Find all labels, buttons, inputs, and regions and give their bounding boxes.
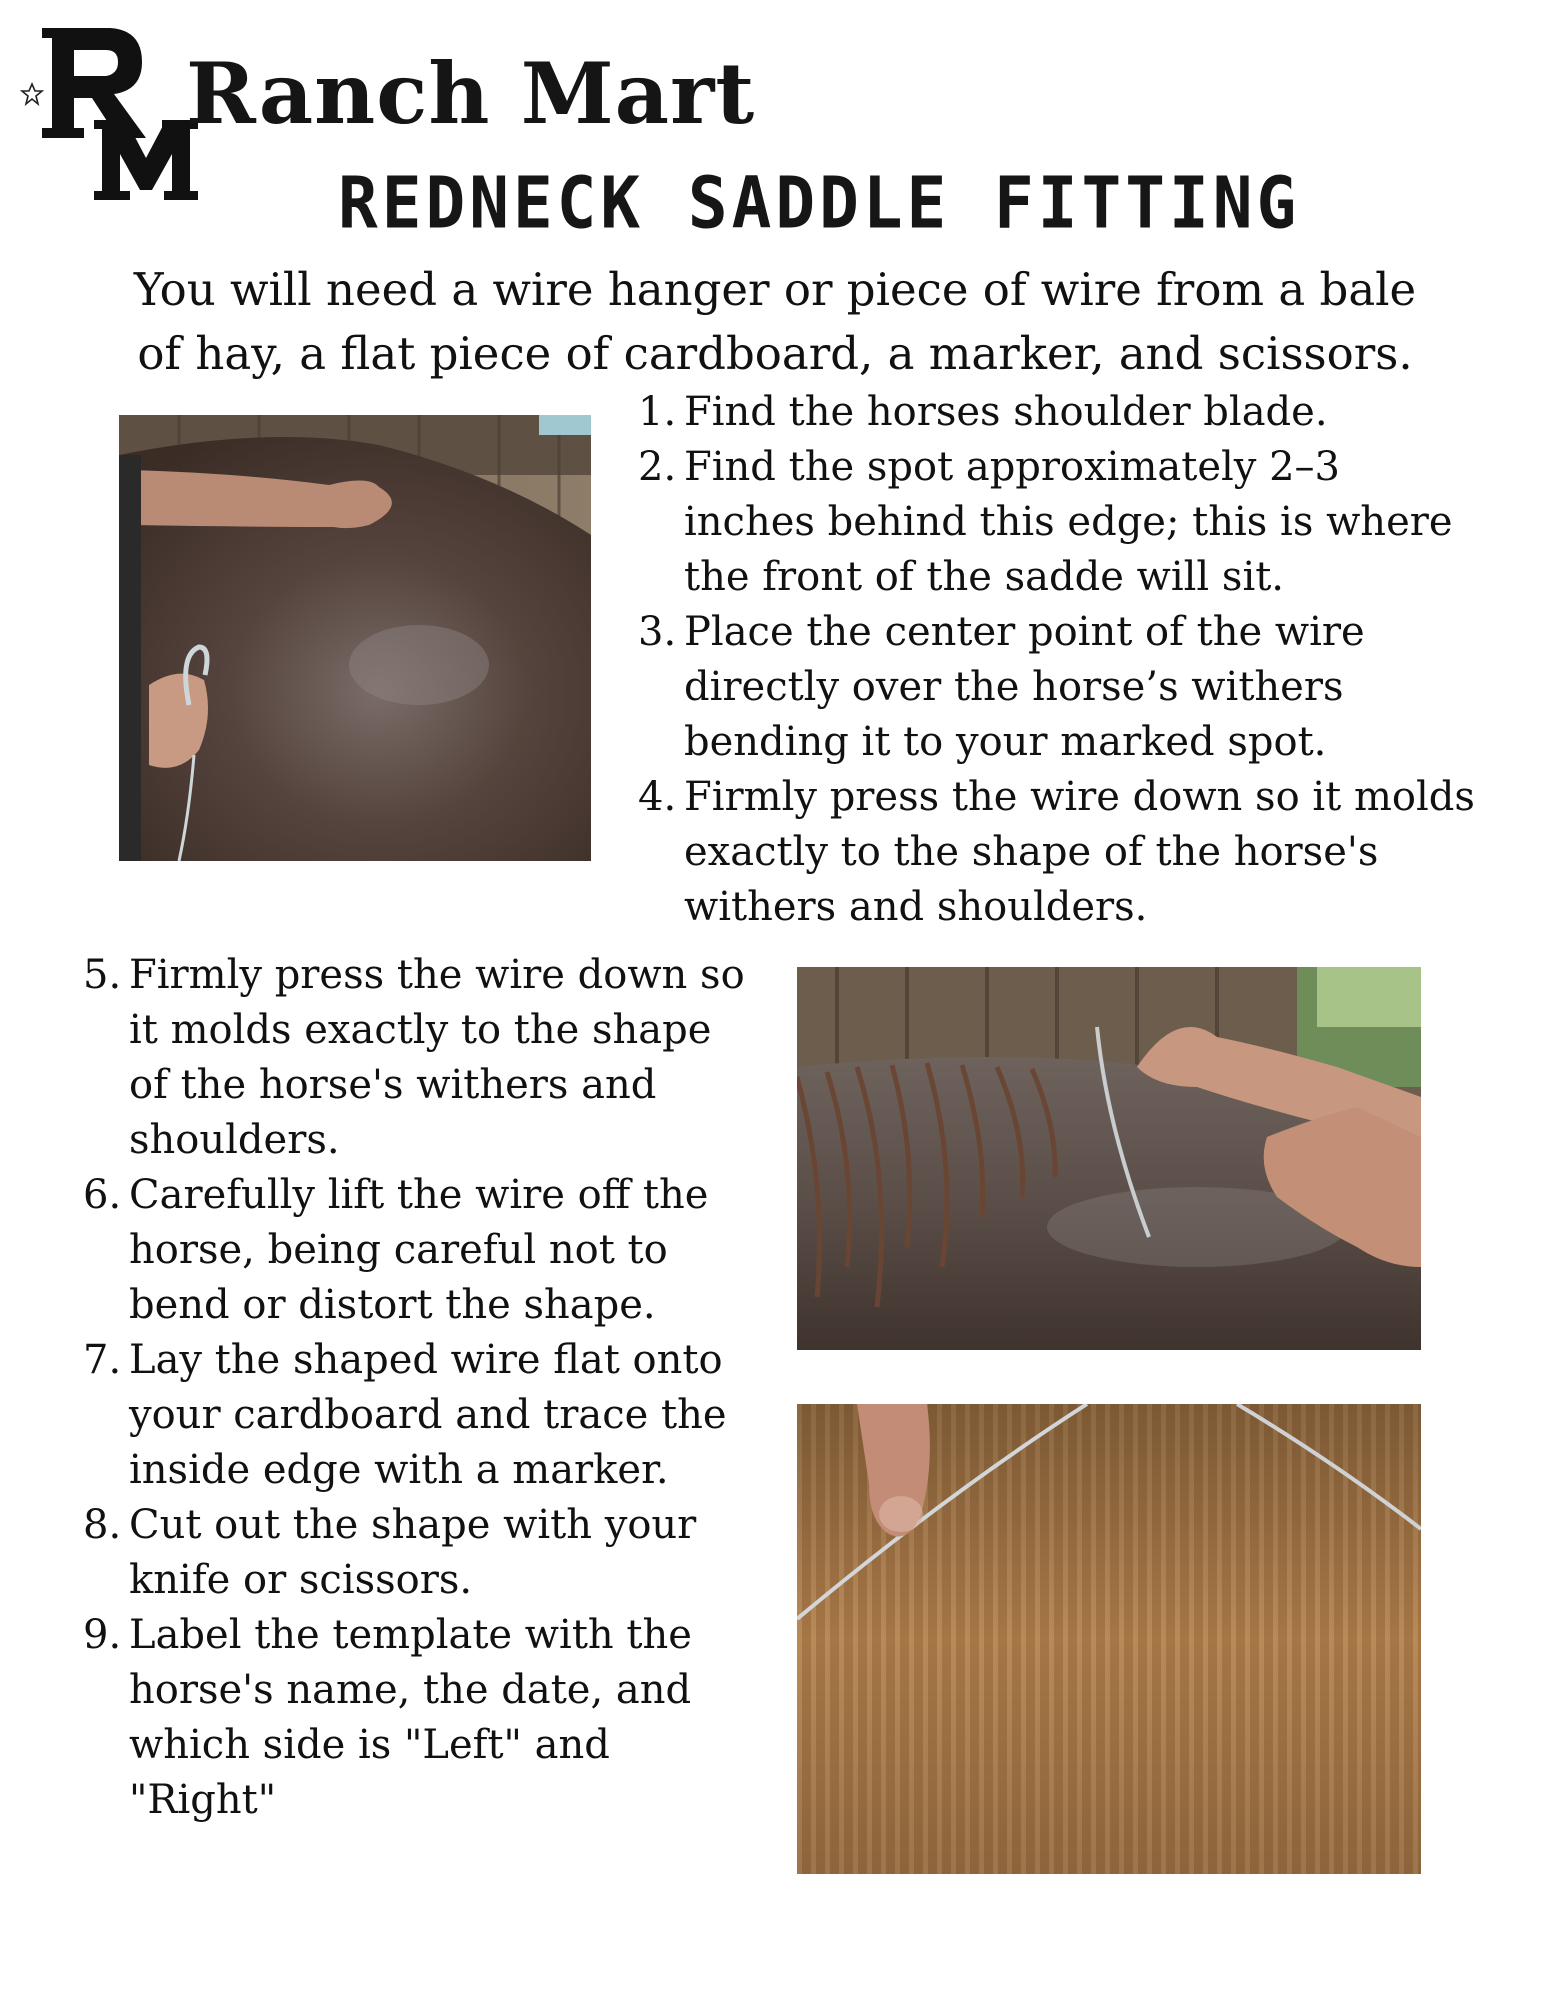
- step-text-line: shoulders.: [129, 1117, 340, 1163]
- list-item: [83, 1168, 783, 1333]
- intro-line: You will need a wire hanger or piece of wire from a bale: [133, 263, 1417, 316]
- step-number: 3.: [638, 609, 677, 655]
- photo-molding-wire-on-withers: [797, 967, 1421, 1350]
- list-item: [83, 1498, 783, 1608]
- intro-line: of hay, a flat piece of cardboard, a marker, and scissors.: [137, 327, 1413, 380]
- step-number: 5.: [83, 952, 122, 998]
- step-number: 4.: [638, 774, 677, 820]
- step-text-line: Carefully lift the wire off the: [129, 1172, 709, 1218]
- step-number: 6.: [83, 1172, 122, 1218]
- step-text-line: Cut out the shape with your: [129, 1502, 697, 1548]
- step-text-line: bending it to your marked spot.: [684, 719, 1327, 765]
- list-item: [638, 440, 1518, 605]
- photo-wire-on-cardboard: [797, 1404, 1421, 1874]
- step-text-line: Place the center point of the wire: [684, 609, 1365, 655]
- step-text-line: of the horse's withers and: [129, 1062, 657, 1108]
- list-item: [638, 770, 1518, 935]
- step-text-line: horse's name, the date, and: [129, 1667, 692, 1713]
- step-text-line: it molds exactly to the shape: [129, 1007, 712, 1053]
- star-icon: [22, 84, 42, 104]
- list-item: [83, 948, 783, 1168]
- step-text-line: Find the horses shoulder blade.: [684, 389, 1328, 435]
- step-text-line: the front of the sadde will sit.: [684, 554, 1285, 600]
- step-number: 9.: [83, 1612, 122, 1658]
- step-text-line: "Right": [129, 1777, 277, 1823]
- steps-list-top: [638, 385, 1518, 935]
- intro-paragraph: [60, 258, 1490, 386]
- step-text-line: exactly to the shape of the horse's: [684, 829, 1379, 875]
- step-text-line: directly over the horse’s withers: [684, 664, 1344, 710]
- step-number: 7.: [83, 1337, 122, 1383]
- brand-name: Ranch Mart: [186, 44, 756, 143]
- step-text-line: Label the template with the: [129, 1612, 692, 1658]
- step-text-line: inside edge with a marker.: [129, 1447, 669, 1493]
- page-title: REDNECK SADDLE FITTING: [338, 161, 1301, 245]
- step-text-line: Firmly press the wire down so: [129, 952, 745, 998]
- list-item: [83, 1608, 783, 1828]
- step-text-line: your cardboard and trace the: [129, 1392, 727, 1438]
- step-number: 8.: [83, 1502, 122, 1548]
- step-text-line: Find the spot approximately 2–3: [684, 444, 1340, 490]
- step-text-line: bend or distort the shape.: [129, 1282, 656, 1328]
- list-item: [83, 1333, 783, 1498]
- steps-list-bottom: [83, 948, 783, 1828]
- step-number: 1.: [638, 389, 677, 435]
- step-number: 2.: [638, 444, 677, 490]
- list-item: [638, 385, 1518, 440]
- list-item: [638, 605, 1518, 770]
- step-text-line: inches behind this edge; this is where: [684, 499, 1453, 545]
- photo-finding-shoulder-blade: [119, 415, 591, 861]
- step-text-line: which side is "Left" and: [129, 1722, 610, 1768]
- step-text-line: Firmly press the wire down so it molds: [684, 774, 1475, 820]
- step-text-line: withers and shoulders.: [684, 884, 1148, 930]
- step-text-line: horse, being careful not to: [129, 1227, 668, 1273]
- step-text-line: knife or scissors.: [129, 1557, 473, 1603]
- step-text-line: Lay the shaped wire flat onto: [129, 1337, 723, 1383]
